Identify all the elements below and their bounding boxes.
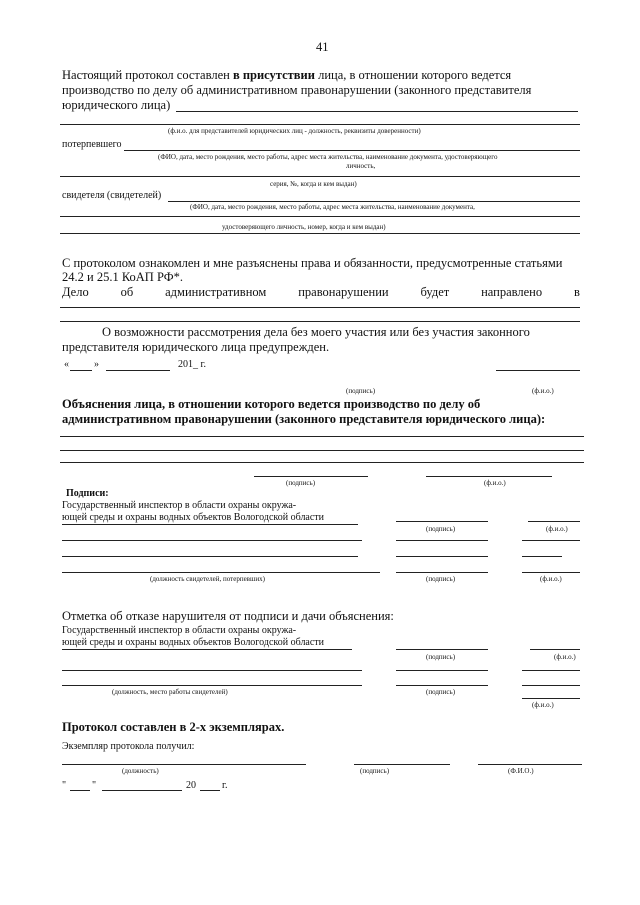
victim-label: потерпевшего <box>62 139 122 150</box>
witness-sign-sig-1[interactable] <box>396 540 488 541</box>
refusal-witness-line-2[interactable] <box>62 685 362 686</box>
page-number: 41 <box>316 40 329 54</box>
final-date-month-field[interactable] <box>102 790 182 791</box>
notice-fio-line[interactable] <box>496 370 580 371</box>
refusal-position-caption: (должность, место работы свидетелей) <box>112 688 228 696</box>
refusal-witness-fio-1[interactable] <box>522 670 580 671</box>
witness-signature-caption: (подпись) <box>426 575 456 583</box>
notice-fio-caption: (ф.и.о.) <box>532 387 554 395</box>
copies-heading: Протокол составлен в 2-х экземплярах. <box>62 720 285 734</box>
inspector-name-line[interactable] <box>62 524 358 525</box>
witness-label: свидетеля (свидетелей) <box>62 190 162 201</box>
explanations-fio-line[interactable] <box>426 476 552 477</box>
final-date-close-quote: " <box>92 780 97 791</box>
inspector-fio-line[interactable] <box>528 521 580 522</box>
witness-sign-line-3[interactable] <box>62 572 380 573</box>
inspector-line-2: ющей среды и охраны водных объектов Вологодской области <box>62 512 325 523</box>
caption-witness-2: удостоверяющего личность, номер, когда и кем выдан) <box>222 223 386 231</box>
refusal-witness-fio-caption: (ф.и.о.) <box>532 701 554 709</box>
witness-sign-sig-3[interactable] <box>396 572 488 573</box>
witness-position-caption: (должность свидетелей, потерпевших) <box>150 575 265 583</box>
witness-sign-fio-3[interactable] <box>522 572 580 573</box>
explanations-line-2[interactable] <box>60 450 584 451</box>
refusal-witness-fio-3[interactable] <box>522 698 580 699</box>
explanations-line-1[interactable] <box>60 436 584 437</box>
refusal-fio-line[interactable] <box>530 649 580 650</box>
copy-fio-caption: (Ф.И.О.) <box>508 767 534 775</box>
caption-victim-1: (ФИО, дата, место рождения, место работы, адрес места жительства, наименование документа, удостоверяющего <box>158 153 498 161</box>
witness-sign-line-2[interactable] <box>62 556 358 557</box>
copy-signature-line[interactable] <box>354 764 450 765</box>
copy-fio-line[interactable] <box>478 764 582 765</box>
refusal-witness-signature-caption: (подпись) <box>426 688 456 696</box>
rights-line-1: С протоколом ознакомлен и мне разъяснены права и обязанности, предусмотренные статьями <box>62 256 563 270</box>
victim-line-2[interactable] <box>60 176 580 177</box>
signatures-heading: Подписи: <box>66 488 109 499</box>
copy-position-caption: (должность) <box>122 767 159 775</box>
legal-rep-line-2[interactable] <box>60 124 580 125</box>
case-destination-line[interactable] <box>60 307 580 308</box>
notice-line-2: представителя юридического лица предупрежден. <box>62 340 330 354</box>
witness-sign-fio-1[interactable] <box>522 540 580 541</box>
rights-line-2: 24.2 и 25.1 КоАП РФ*. <box>62 270 183 284</box>
refusal-inspector-line-1: Государственный инспектор в области охраны окружа- <box>62 625 297 636</box>
date-close-quote: » <box>94 359 99 370</box>
intro-line-2: производство по делу об административном правонарушении (законного представителя <box>62 83 532 97</box>
witness-fio-caption: (ф.и.о.) <box>540 575 562 583</box>
copy-received-label: Экземпляр протокола получил: <box>62 741 195 752</box>
refusal-inspector-name-line[interactable] <box>62 649 352 650</box>
notice-signature-caption: (подпись) <box>346 387 376 395</box>
witness-sign-fio-2[interactable] <box>522 556 562 557</box>
intro-line-3: юридического лица) <box>62 98 171 112</box>
refusal-witness-fio-2[interactable] <box>522 685 580 686</box>
explanations-signature-line[interactable] <box>254 476 368 477</box>
refusal-signature-caption: (подпись) <box>426 653 456 661</box>
copy-position-line[interactable] <box>62 764 306 765</box>
final-date-day-field[interactable] <box>70 790 90 791</box>
date-open-quote: « <box>64 359 69 370</box>
final-date-open-quote: " <box>62 780 67 791</box>
copy-signature-caption: (подпись) <box>360 767 390 775</box>
final-date-year-field[interactable] <box>200 790 220 791</box>
case-destination-line-2[interactable] <box>60 321 580 322</box>
refusal-inspector-line-2: ющей среды и охраны водных объектов Вологодской области <box>62 637 325 648</box>
refusal-witness-line-1[interactable] <box>62 670 362 671</box>
final-date-year: 20 <box>186 780 196 791</box>
caption-witness-1: (ФИО, дата, место рождения, место работы, адрес места жительства, наименование документа, <box>190 203 475 211</box>
inspector-line-1: Государственный инспектор в области охраны окружа- <box>62 500 297 511</box>
witness-line-3[interactable] <box>60 233 580 234</box>
date-year: 201_ г. <box>178 359 206 370</box>
witness-sign-sig-2[interactable] <box>396 556 488 557</box>
caption-legal-rep: (ф.и.о. для представителей юридических лиц - должность, реквизиты доверенности) <box>168 127 421 135</box>
refusal-heading: Отметка об отказе нарушителя от подписи и дачи объяснения: <box>62 609 394 623</box>
explanations-line-3[interactable] <box>60 462 584 463</box>
witness-sign-line-1[interactable] <box>62 540 362 541</box>
inspector-fio-caption: (ф.и.о.) <box>546 525 568 533</box>
refusal-witness-sig-1[interactable] <box>396 670 488 671</box>
date-month-field[interactable] <box>106 370 170 371</box>
inspector-signature-caption: (подпись) <box>426 525 456 533</box>
explanations-fio-caption: (ф.и.о.) <box>484 479 506 487</box>
refusal-fio-caption: (ф.и.о.) <box>554 653 576 661</box>
explanations-title-1: Объяснения лица, в отношении которого ведется производство по делу об <box>62 397 481 411</box>
explanations-signature-caption: (подпись) <box>286 479 316 487</box>
legal-rep-line[interactable] <box>176 111 578 112</box>
final-date-suffix: г. <box>222 780 228 791</box>
inspector-signature-line[interactable] <box>396 521 488 522</box>
refusal-signature-line[interactable] <box>396 649 488 650</box>
victim-line[interactable] <box>124 150 580 151</box>
case-sent-line: Дело об административном правонарушении будет направлено в <box>62 285 580 299</box>
witness-line-2[interactable] <box>60 216 580 217</box>
caption-victim-2: личность, <box>346 162 376 170</box>
date-day-field[interactable] <box>70 370 92 371</box>
witness-line[interactable] <box>168 201 580 202</box>
refusal-witness-sig-2[interactable] <box>396 685 488 686</box>
notice-line-1: О возможности рассмотрения дела без моего участия или без участия законного <box>102 325 530 339</box>
explanations-title-2: административном правонарушении (законного представителя юридического лица): <box>62 412 546 426</box>
caption-victim-3: серия, №, когда и кем выдан) <box>270 180 357 188</box>
intro-line-1: Настоящий протокол составлен в присутствии лица, в отношении которого ведется <box>62 68 512 82</box>
